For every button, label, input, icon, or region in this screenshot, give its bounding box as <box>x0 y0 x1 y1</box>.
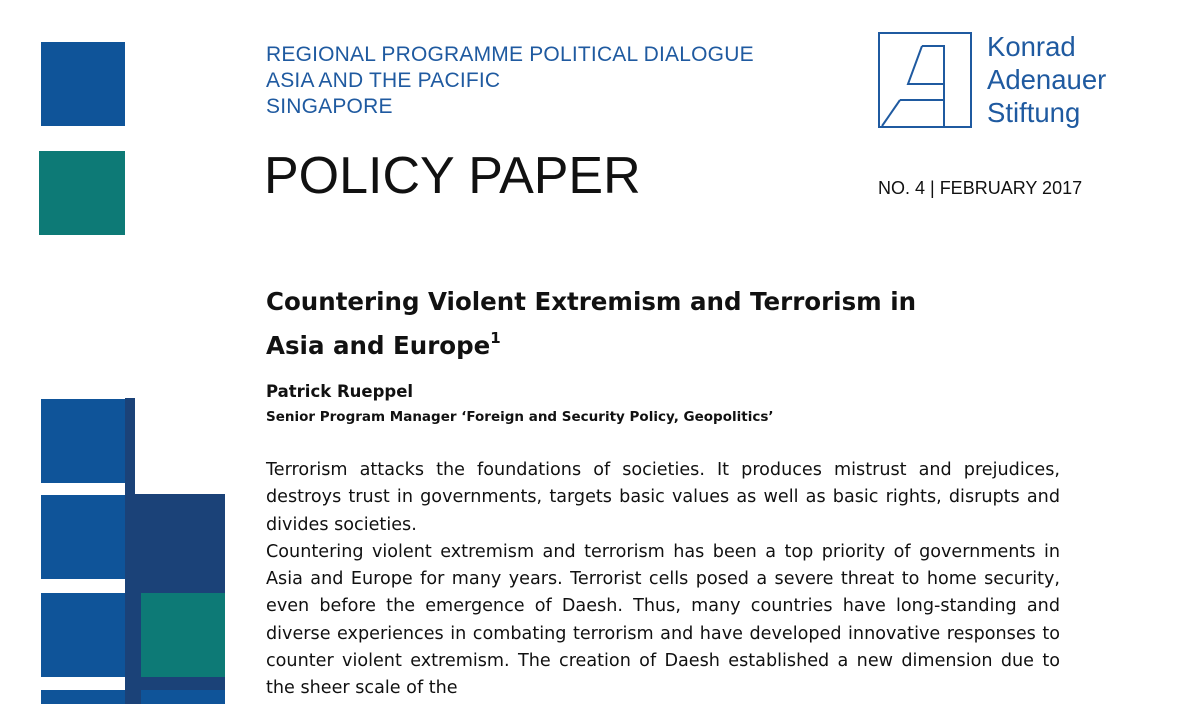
document-type-heading: POLICY PAPER <box>264 147 641 205</box>
decor-blue-block-3 <box>41 593 125 677</box>
decor-blue-square <box>41 42 125 126</box>
article-body <box>266 457 1060 703</box>
author-name: Patrick Rueppel <box>266 382 414 401</box>
programme-header <box>266 42 826 120</box>
decor-blue-block-4 <box>41 690 125 704</box>
logo-word: Konrad <box>987 31 1076 62</box>
author-role: Senior Program Manager ‘Foreign and Security Policy, Geopolitics’ <box>266 409 774 425</box>
body-paragraph: Countering violent extremism and terrorism has been a top priority of governments in Asia and Europe for many years. Terrorist cells posed a severe threat to home security, even before the emergence of Daesh. Thus, many countries have long-standing and diverse experiences in combating terrorism and have developed innovative responses to counter violent extremism. The creation of Daesh established a new dimension due to the sheer scale of the <box>266 541 1060 699</box>
programme-line: SINGAPORE <box>266 95 393 118</box>
issue-number: NO. 4 | FEBRUARY 2017 <box>878 178 1083 198</box>
title-text: Asia and Europe <box>266 331 491 361</box>
decor-blue-block-2 <box>41 495 125 579</box>
decor-teal-square <box>39 151 125 235</box>
kas-logo <box>878 30 1148 134</box>
programme-line: REGIONAL PROGRAMME POLITICAL DIALOGUE <box>266 43 754 66</box>
logo-word: Stiftung <box>987 97 1081 128</box>
body-paragraph: Terrorism attacks the foundations of societies. It produces mistrust and prejudices, destroys trust in governments, targets basic values as well as basic rights, disrupts and divides societies. <box>266 460 1060 535</box>
footnote-marker[interactable]: 1 <box>490 329 501 347</box>
title-line <box>266 321 1046 365</box>
kas-logo-mark-icon <box>878 32 972 128</box>
logo-word: Adenauer <box>987 64 1107 95</box>
decor-teal-block <box>141 593 225 677</box>
programme-line: ASIA AND THE PACIFIC <box>266 69 501 92</box>
article-title <box>266 283 1046 365</box>
kas-logo-wordmark <box>987 30 1106 129</box>
decor-blue-block-1 <box>41 399 125 483</box>
title-line: Countering Violent Extremism and Terrorism in <box>266 287 917 316</box>
decor-blue-block-5 <box>141 690 225 704</box>
